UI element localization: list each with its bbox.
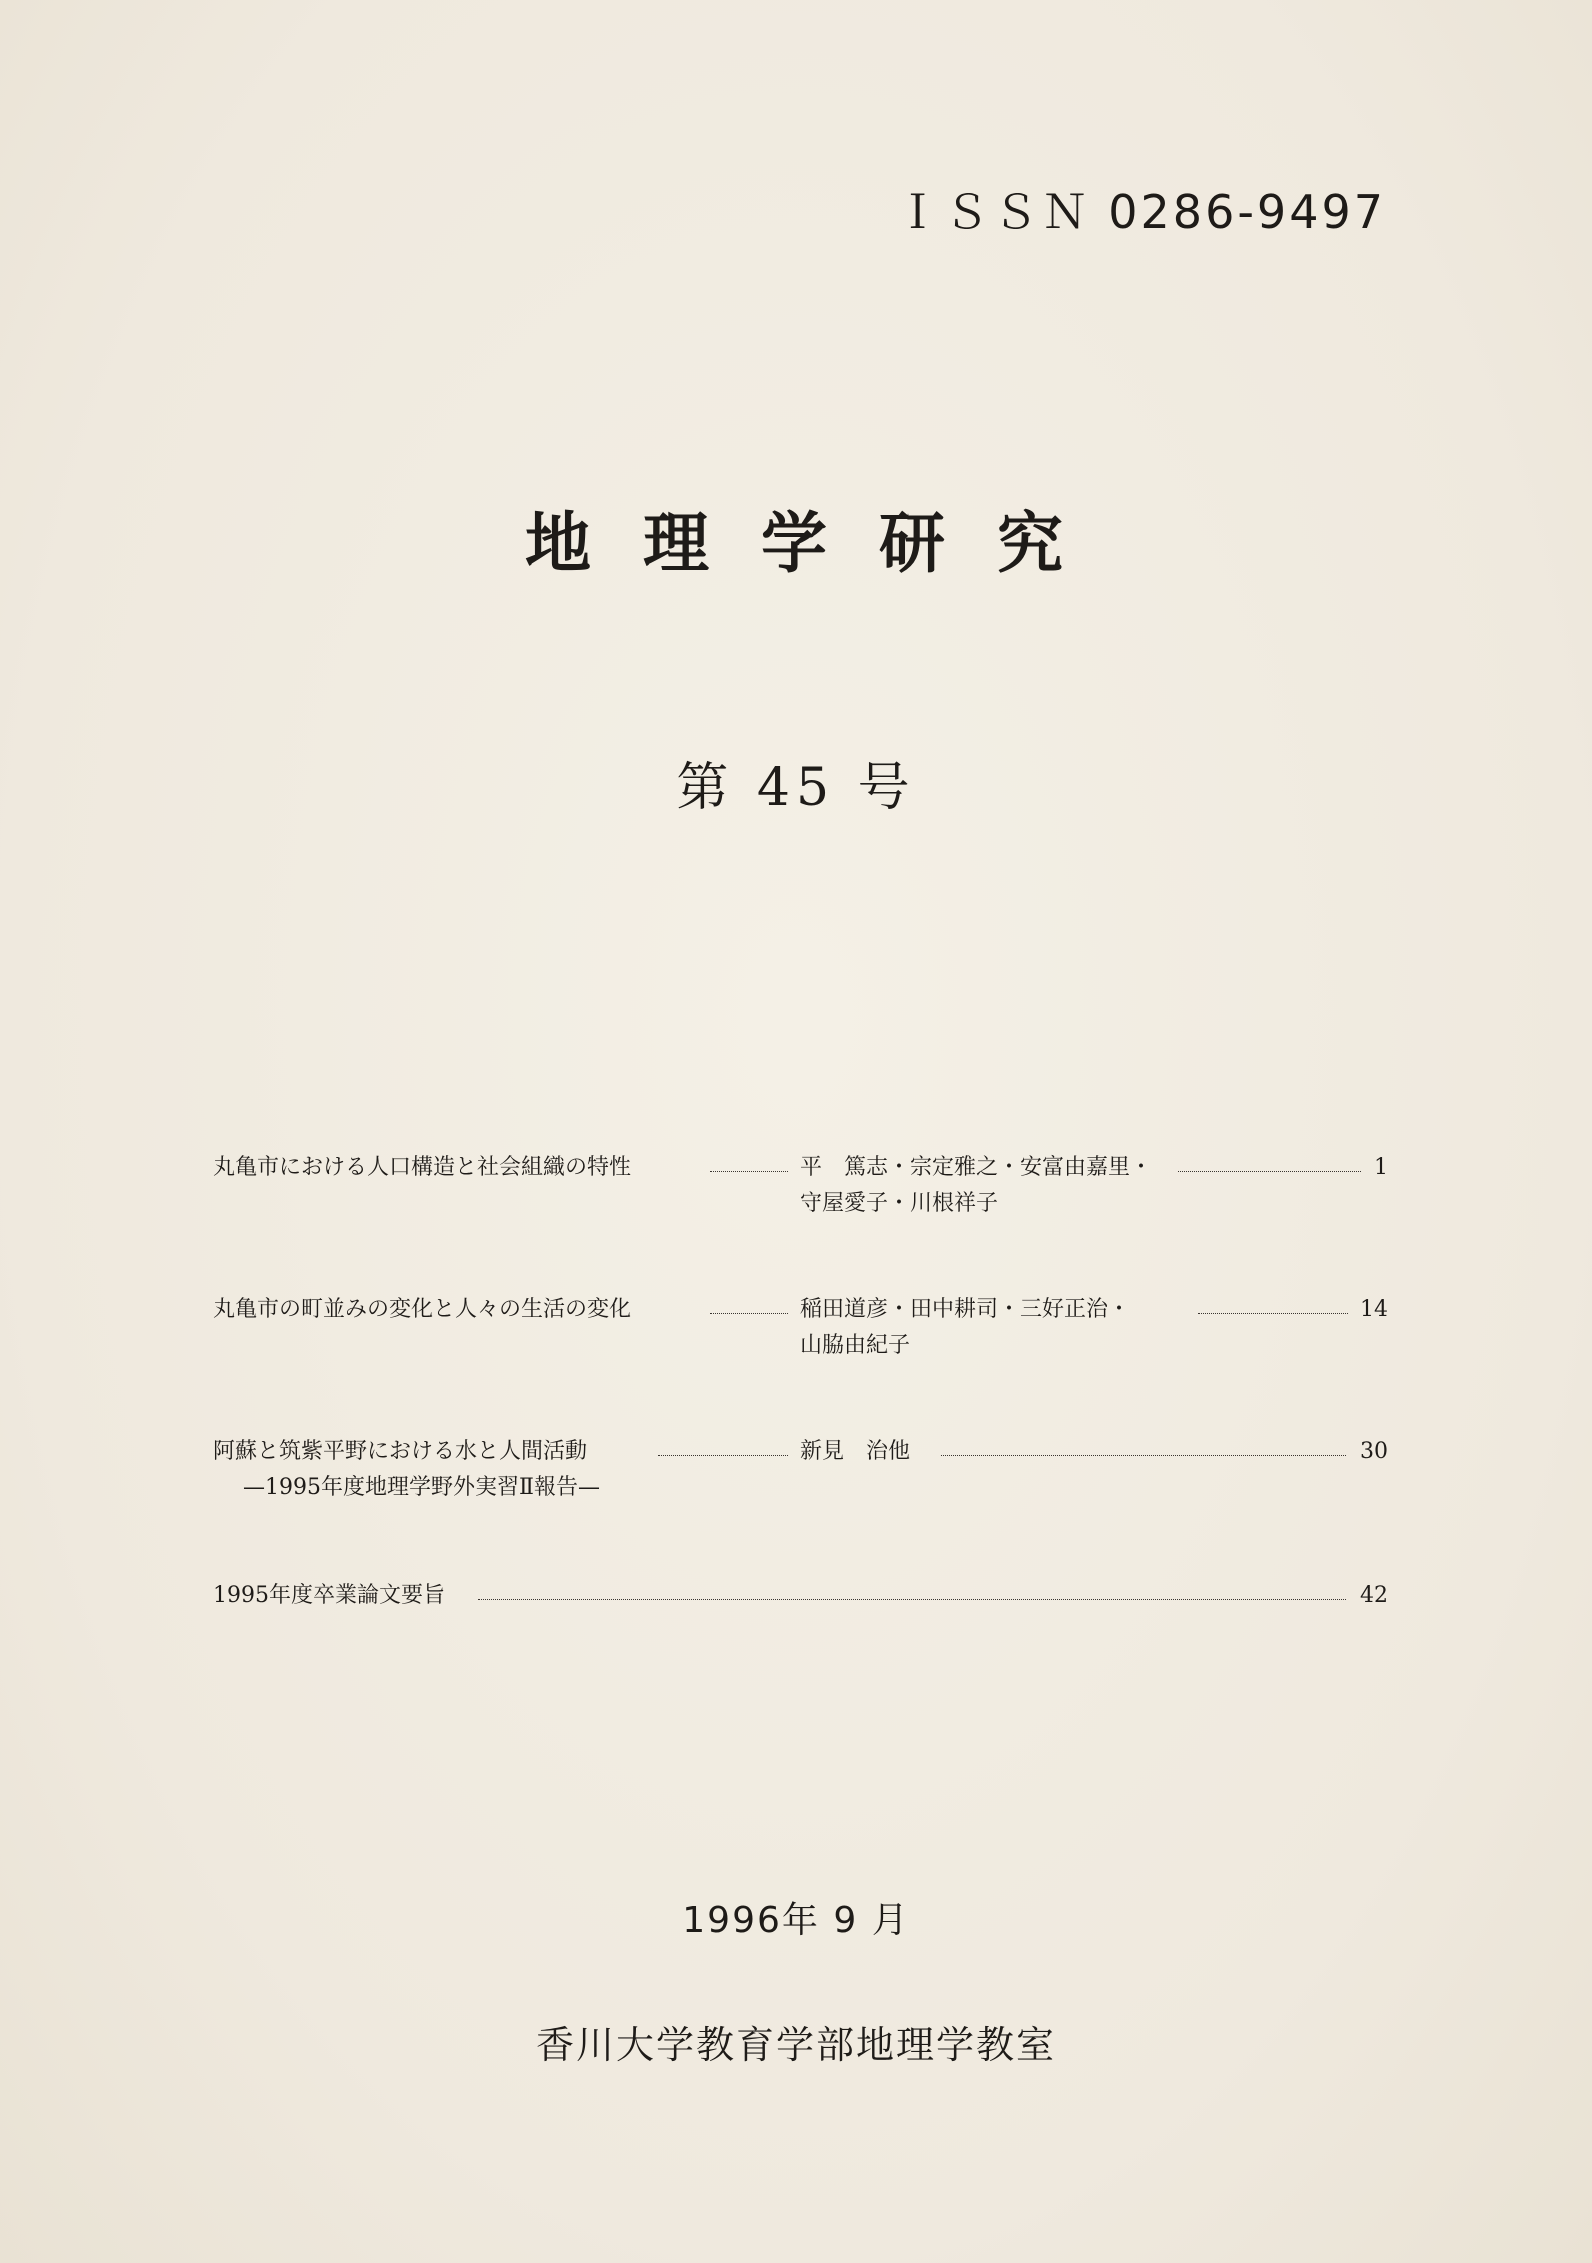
leader-dots — [710, 1171, 788, 1172]
toc-entry-authors-continued: 守屋愛子・川根祥子 — [800, 1191, 999, 1216]
toc-entry — [213, 1578, 1388, 1614]
leader-dots — [710, 1313, 788, 1314]
leader-dots — [478, 1599, 1346, 1600]
toc-entry — [213, 1292, 1388, 1364]
leader-dots — [658, 1455, 788, 1456]
toc-entry-page: 30 — [1360, 1439, 1388, 1464]
issn-number: ＩＳＳＮ 0286-9497 — [894, 185, 1386, 239]
toc-entry-title: 丸亀市の町並みの変化と人々の生活の変化 — [213, 1297, 632, 1322]
toc-entry — [213, 1150, 1388, 1222]
toc-entry-subtitle: —1995年度地理学野外実習Ⅱ報告— — [243, 1475, 600, 1500]
journal-title: 地理学研究 — [525, 505, 1115, 582]
toc-entry-authors: 平 篤志・宗定雅之・安富由嘉里・ — [800, 1155, 1153, 1180]
toc-entry-title: 丸亀市における人口構造と社会組織の特性 — [213, 1155, 632, 1180]
toc-entry-title: 阿蘇と筑紫平野における水と人間活動 — [213, 1439, 588, 1464]
toc-entry-page: 42 — [1360, 1583, 1388, 1608]
toc-entry-authors: 新見 治他 — [800, 1439, 911, 1464]
toc-entry-authors: 稲田道彦・田中耕司・三好正治・ — [800, 1297, 1131, 1322]
leader-dots — [941, 1455, 1346, 1456]
toc-entry-authors-continued: 山脇由紀子 — [800, 1333, 911, 1358]
publisher-name: 香川大学教育学部地理学教室 — [535, 2023, 1056, 2067]
toc-entry-page: 14 — [1360, 1297, 1388, 1322]
toc-entry — [213, 1434, 1388, 1506]
leader-dots — [1198, 1313, 1348, 1314]
toc-entry-title: 1995年度卒業論文要旨 — [213, 1583, 445, 1608]
toc-entry-page: 1 — [1374, 1155, 1388, 1180]
publication-date: 1996年 9 月 — [682, 1900, 910, 1941]
issue-number: 第 45 号 — [676, 758, 916, 818]
leader-dots — [1178, 1171, 1361, 1172]
